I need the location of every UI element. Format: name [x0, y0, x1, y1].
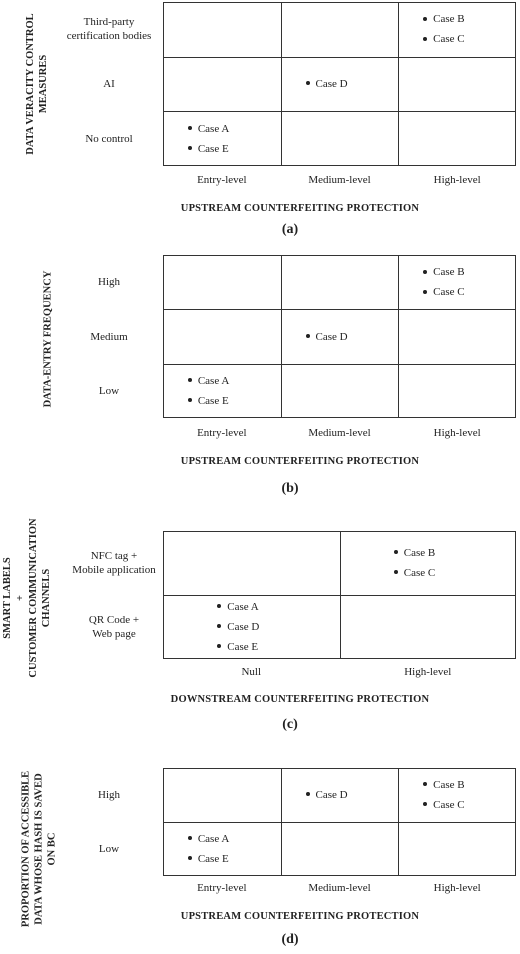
case-label: Case C [433, 33, 465, 46]
case-label: Case E [197, 394, 229, 407]
panel-label: (b) [281, 481, 299, 496]
case-dot [306, 334, 310, 338]
case-label: Case E [227, 641, 259, 653]
case-marker [423, 286, 464, 298]
x-axis-title: UPSTREAM COUNTERFEITING PROTECTION [180, 456, 420, 467]
panel-label: (d) [281, 932, 299, 947]
y-axis-title: SMART LABELS + CUSTOMER COMMUNICATION CHANNELS [2, 518, 52, 678]
case-marker [423, 799, 464, 811]
case-marker [217, 621, 259, 633]
case-label: Case B [403, 547, 436, 559]
case-dot [394, 550, 398, 554]
column-divider [281, 3, 282, 165]
column-label: High-level [404, 666, 452, 678]
case-marker [188, 375, 229, 387]
x-axis-title: UPSTREAM COUNTERFEITING PROTECTION [180, 911, 420, 922]
row-label: AI [103, 78, 115, 90]
case-dot [217, 644, 221, 648]
case-dot [188, 836, 192, 840]
case-label: Case A [197, 122, 230, 135]
column-label: Medium-level [308, 427, 371, 439]
case-label: Case A [227, 601, 259, 613]
row-label: Low [98, 843, 120, 855]
case-marker [188, 853, 229, 865]
case-label: Case A [197, 833, 230, 845]
case-label: Case D [315, 789, 348, 801]
case-marker [217, 601, 258, 613]
row-label: Low [98, 384, 120, 397]
case-marker [423, 266, 464, 278]
case-dot [423, 782, 427, 786]
case-label: Case C [433, 799, 465, 811]
matrix-grid-c [163, 531, 516, 659]
column-label: Entry-level [197, 174, 247, 186]
case-label: Case D [315, 330, 348, 343]
case-dot [423, 802, 427, 806]
case-label: Case B [433, 13, 465, 26]
case-dot [188, 146, 192, 150]
case-dot [423, 17, 427, 21]
case-marker [306, 331, 348, 343]
y-axis-title: PROPORTION OF ACCESSIBLE DATA WHOSE HASH IS SAVED ON BC [20, 770, 58, 928]
y-axis-title: DATA VERACITY CONTROL MEASURES [25, 13, 49, 155]
case-dot [188, 856, 192, 860]
case-marker [306, 78, 348, 90]
column-label: Entry-level [197, 427, 247, 439]
case-dot [423, 290, 427, 294]
case-marker [188, 395, 229, 407]
case-dot [306, 792, 310, 796]
case-dot [306, 81, 310, 85]
case-label: Case D [227, 621, 260, 633]
row-label: Medium [90, 330, 128, 343]
x-axis-title: DOWNSTREAM COUNTERFEITING PROTECTION [170, 694, 430, 705]
column-divider [281, 256, 282, 417]
case-label: Case C [403, 567, 436, 579]
panel-label: (c) [282, 717, 298, 732]
case-marker [394, 547, 435, 559]
panel-label: (a) [281, 222, 299, 237]
row-label: No control [85, 132, 133, 145]
row-divider [164, 57, 515, 58]
row-label: High [98, 276, 120, 289]
case-marker [188, 833, 229, 845]
column-label: High-level [433, 882, 481, 894]
case-marker [423, 33, 464, 45]
x-axis-title: UPSTREAM COUNTERFEITING PROTECTION [180, 203, 420, 214]
y-axis-title: DATA-ENTRY FREQUENCY [42, 270, 54, 408]
case-dot [188, 378, 192, 382]
row-divider [164, 111, 515, 112]
case-marker [217, 641, 258, 653]
row-label: Third-party certification bodies [66, 16, 152, 43]
column-label: Entry-level [197, 882, 247, 894]
case-marker [188, 123, 229, 135]
case-dot [394, 570, 398, 574]
case-dot [217, 624, 221, 628]
case-label: Case A [197, 374, 230, 387]
column-label: High-level [433, 174, 481, 186]
row-divider [164, 309, 515, 310]
case-dot [423, 270, 427, 274]
case-marker [423, 779, 464, 791]
case-label: Case D [315, 78, 348, 90]
case-label: Case B [433, 266, 465, 279]
case-dot [188, 398, 192, 402]
case-marker [394, 567, 435, 579]
row-divider [164, 822, 515, 823]
row-label: NFC tag + Mobile application [72, 550, 156, 576]
case-dot [217, 604, 221, 608]
case-label: Case B [433, 779, 465, 791]
row-label: QR Code + Web page [88, 614, 140, 640]
column-label: Medium-level [308, 882, 371, 894]
column-divider [398, 256, 399, 417]
case-marker [306, 789, 348, 801]
case-label: Case E [197, 853, 229, 865]
case-dot [188, 126, 192, 130]
case-dot [423, 37, 427, 41]
column-label: Null [241, 666, 262, 678]
column-label: Medium-level [308, 174, 371, 186]
column-label: High-level [433, 427, 481, 439]
column-divider [398, 3, 399, 165]
row-divider [164, 595, 515, 596]
row-divider [164, 364, 515, 365]
case-marker [423, 13, 464, 25]
row-label: High [98, 789, 120, 801]
case-label: Case C [433, 286, 465, 299]
case-marker [188, 143, 229, 155]
case-label: Case E [197, 142, 229, 155]
